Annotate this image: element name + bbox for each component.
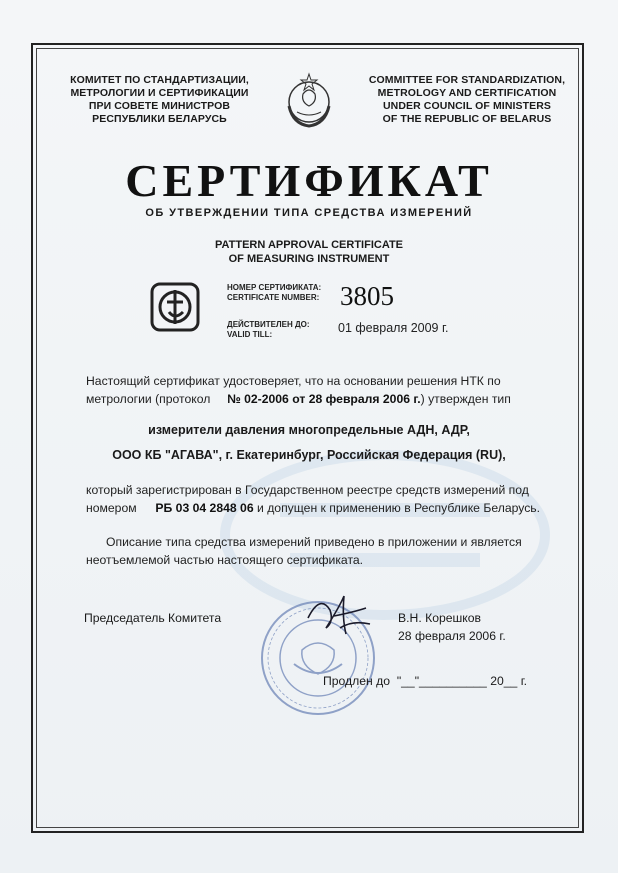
registry-suffix: и допущен к применению в Республике Беларусь. [257,501,541,515]
paragraph-3-line-1: Описание типа средства измерений приведено в приложении и является [106,535,522,549]
signer-title: Председатель Комитета [84,611,222,625]
manufacturer: ООО КБ "АГАВА", г. Екатеринбург, Российская Федерация (RU), [112,448,506,462]
certificate-number: 3805 [340,281,394,311]
committee-name-en: COMMITTEE FOR STANDARDIZATION, METROLOGY AND CERTIFICATION UNDER COUNCIL OF MINISTERS OF THE REPUBLIC OF BELARUS [368,74,566,125]
paragraph-2-line-2 [86,499,540,517]
registry-prefix: номером [86,501,137,515]
paragraph-3-line-2: неотъемлемой частью настоящего сертификата. [86,553,364,567]
paragraph-2-line-1: который зарегистрирован в Государственном реестре средств измерений под [86,483,529,497]
belarus-emblem-icon [283,72,335,130]
subtitle-ru: ОБ УТВЕРЖДЕНИИ ТИПА СРЕДСТВА ИЗМЕРЕНИЙ [145,207,473,219]
protocol-suffix: ) утвержден тип [420,392,511,406]
protocol-prefix: метрологии (протокол [86,392,211,406]
prolongation-line: Продлен до "__"__________ 20__ г. [323,674,528,688]
committee-name-ru: КОМИТЕТ ПО СТАНДАРТИЗАЦИИ, МЕТРОЛОГИИ И СЕРТИФИКАЦИИ ПРИ СОВЕТЕ МИНИСТРОВ РЕСПУБЛИКИ БЕЛАРУСЬ [70,74,249,125]
certificate-number-label: НОМЕР СЕРТИФИКАТА: CERTIFICATE NUMBER: [227,283,322,302]
paragraph-1-line-2 [86,390,566,408]
handwritten-signature-icon [300,588,380,648]
registry-number: РБ 03 04 2848 06 [155,501,254,515]
paragraph-1-line-1: Настоящий сертификат удостоверяет, что на основании решения НТК по [86,374,501,388]
certificate-title: СЕРТИФИКАТ [125,155,493,206]
subtitle-en: PATTERN APPROVAL CERTIFICATE OF MEASURING INSTRUMENT [214,239,404,265]
protocol-number: № 02-2006 от 28 февраля 2006 г. [227,392,421,406]
signature-date: 28 февраля 2006 г. [398,629,506,643]
valid-till-date: 01 февраля 2009 г. [338,321,449,335]
gost-logo-icon [150,282,200,332]
valid-till-label: ДЕЙСТВИТЕЛЕН ДО: VALID TILL: [227,320,310,339]
device-name: измерители давления многопредельные АДН, АДР, [148,423,470,437]
signer-name: В.Н. Корешков [398,611,482,625]
